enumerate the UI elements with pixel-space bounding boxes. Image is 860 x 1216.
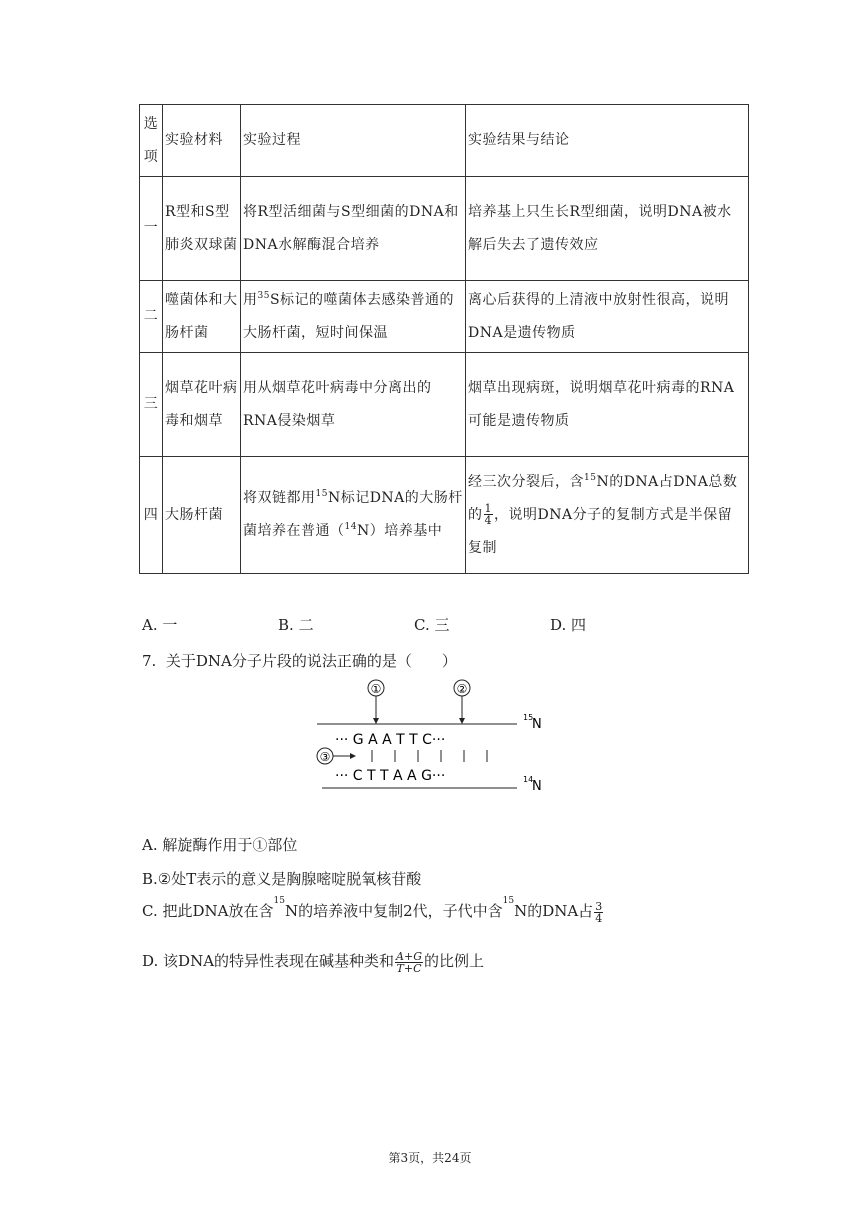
choice-label: C.	[414, 616, 430, 634]
header-option: 选项	[140, 105, 163, 177]
option-label: D.	[142, 952, 159, 970]
header-material: 实验材料	[163, 105, 241, 177]
dna-diagram	[305, 676, 555, 796]
choice-d[interactable]	[550, 614, 586, 635]
process-pre: 用	[243, 291, 258, 308]
option-text-b: 的比例上	[424, 952, 485, 970]
choice-label: B.	[278, 616, 294, 634]
top-strand: ··· G A A T T C···	[335, 732, 446, 748]
row-result: 培养基上只生长R型细菌，说明DNA被水解后失去了遗传效应	[466, 177, 749, 281]
isotope-sup: 15	[273, 896, 285, 906]
option-text-b: N的培养液中复制2代，子代中含	[284, 902, 503, 920]
fraction	[395, 951, 423, 974]
q7-option-b[interactable]	[142, 868, 421, 889]
row-material: R型和S型肺炎双球菌	[163, 177, 241, 281]
marker-3: ③	[319, 750, 331, 764]
table-row	[140, 457, 749, 574]
fraction-num: 3	[595, 899, 603, 913]
question-7	[142, 650, 457, 671]
row-material: 大肠杆菌	[163, 457, 241, 574]
header-process: 实验过程	[241, 105, 466, 177]
page-footer: 第3页，共24页	[388, 1151, 472, 1165]
result-c: ，说明DNA分子的复制方式是半保留复制	[468, 506, 733, 556]
option-label: A.	[142, 836, 158, 854]
isotope-sup: 15	[584, 472, 597, 483]
choice-label: A.	[142, 616, 158, 634]
fraction	[594, 901, 603, 924]
process-post: S标记的噬菌体去感染普通的大肠杆菌，短时间保温	[243, 291, 455, 341]
question-number: 7.	[142, 652, 157, 670]
isotope-sup: 14	[344, 522, 357, 532]
table-row	[140, 281, 749, 353]
fraction	[484, 503, 494, 526]
row-option: 三	[140, 353, 163, 457]
process-a: 将双链都用	[243, 490, 316, 506]
row-process: 将R型活细菌与S型细菌的DNA和DNA水解酶混合培养	[241, 177, 466, 281]
row-result	[466, 457, 749, 574]
row-material: 烟草花叶病毒和烟草	[163, 353, 241, 457]
row-option: 二	[140, 281, 163, 353]
row-process: 用从烟草花叶病毒中分离出的RNA侵染烟草	[241, 353, 466, 457]
row-option: 一	[140, 177, 163, 281]
option-text: 解旋酶作用于①部位	[162, 836, 298, 854]
fraction-num: A+G	[396, 949, 422, 963]
isotope-sup: 15	[502, 896, 515, 906]
table-header-row	[140, 105, 749, 177]
q7-option-d[interactable]	[142, 950, 484, 974]
row-process	[241, 457, 466, 574]
experiment-table	[139, 104, 749, 574]
option-text: ②处T表示的意义是胸腺嘧啶脱氧核苷酸	[157, 870, 422, 888]
table-row	[140, 177, 749, 281]
top-isotope-sup: 15	[523, 713, 534, 722]
row-result: 离心后获得的上清液中放射性很高，说明DNA是遗传物质	[466, 281, 749, 353]
row-material: 噬菌体和大肠杆菌	[163, 281, 241, 353]
result-a: 经三次分裂后，含	[468, 473, 584, 490]
base-pair-bonds	[372, 750, 487, 762]
option-text-a: 该DNA的特异性表现在碱基种类和	[163, 952, 395, 970]
question-stem: 关于DNA分子片段的说法正确的是（ ）	[165, 652, 457, 670]
q7-option-c[interactable]	[142, 896, 604, 925]
q7-option-a[interactable]	[142, 834, 297, 855]
row-result: 烟草出现病斑，说明烟草花叶病毒的RNA可能是遗传物质	[466, 353, 749, 457]
header-result: 实验结果与结论	[466, 105, 749, 177]
fraction-num: 1	[484, 502, 492, 515]
process-b: N标记DNA的大肠杆菌培养在普通（	[243, 490, 463, 539]
choice-text: 一	[162, 616, 178, 634]
bottom-isotope-sup: 14	[523, 775, 534, 784]
isotope-sup: 35	[257, 290, 270, 301]
choice-b[interactable]	[278, 614, 314, 635]
option-label: C.	[142, 902, 158, 920]
bottom-isotope-label: N	[532, 779, 542, 794]
choice-c[interactable]	[414, 614, 450, 635]
row-process	[241, 281, 466, 353]
table-row	[140, 353, 749, 457]
option-label: B.	[142, 870, 158, 888]
choice-label: D.	[550, 616, 567, 634]
isotope-sup: 15	[315, 489, 328, 499]
top-isotope-label: N	[532, 717, 542, 732]
fraction-den: 4	[595, 911, 603, 925]
process-c: N）培养基中	[356, 523, 443, 539]
result-b: N的DNA占DNA总数的	[468, 473, 738, 523]
row-option: 四	[140, 457, 163, 574]
option-text-a: 把此DNA放在含	[162, 902, 274, 920]
fraction-den: 4	[484, 514, 492, 527]
choice-text: 四	[571, 616, 587, 634]
marker-2: ②	[456, 682, 468, 696]
choice-text: 三	[434, 616, 450, 634]
choice-text: 二	[298, 616, 314, 634]
choice-a[interactable]	[142, 614, 177, 635]
fraction-den: T+C	[396, 961, 422, 975]
bottom-strand: ··· C T T A A G···	[335, 768, 446, 784]
marker-1: ①	[370, 682, 382, 696]
option-text-c: N的DNA占	[514, 902, 594, 920]
